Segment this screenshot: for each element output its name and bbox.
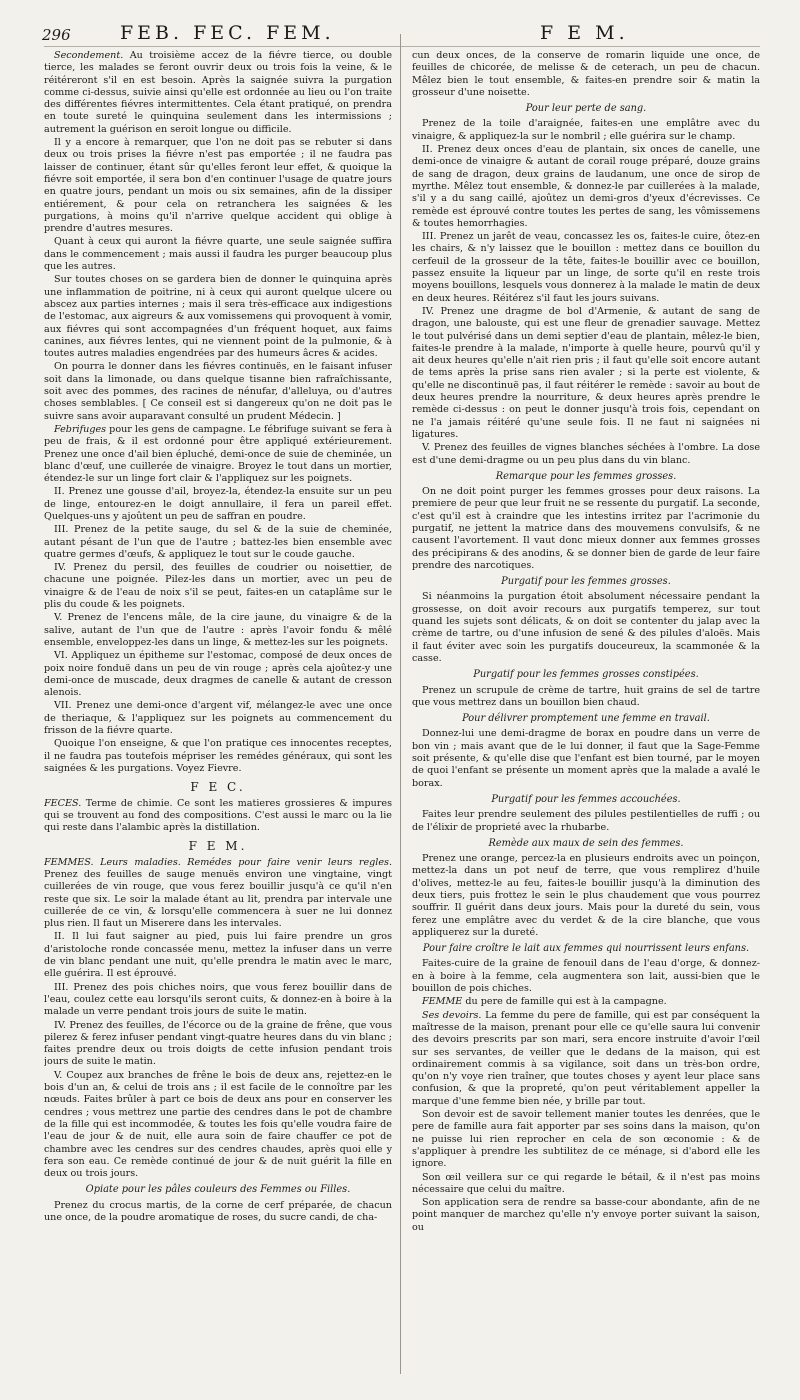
paragraph-text: V. Prenez de l'encens mâle, de la cire jaune, du vinaigre & de la salive, autant de l'un que de l'autre : après l'avoir fondu & mêlé ensemble, enveloppez-les dans un linge, & mettez-les sur les poignets. xyxy=(44,612,392,648)
paragraph xyxy=(412,685,760,710)
paragraph-text: La femme du pere de famille, qui est par conséquent la maîtresse de la maison, prenant pour elle ce qu'elle saura lui convenir des devoirs prescrits par son mari, sera encore instruite d'avoir l'œil sur ses servantes, de veiller que le dedans de la maison, qui est ordinairement commis à sa vigilance, soit dans un très-bon ordre, qu'on n'y voye rien traîner, que toutes choses y ayent leur place sans confusion, & que la propreté, qu'on peut véritablement appeller la marque d'une femme bien née, y brille par tout. xyxy=(412,1009,760,1107)
paragraph xyxy=(412,486,760,572)
paragraph-text: Donnez-lui une demi-dragme de borax en poudre dans un verre de bon vin ; mais avant que de le lui donner, il faut que la Sage-Femme soit présente, & qu'elle dise que l'enfant est bien tourné, par le moyen de quoi l'enfant se présente un moment après que la malade a avalé le borax. xyxy=(412,728,760,789)
paragraph xyxy=(44,931,392,980)
paragraph xyxy=(44,50,392,136)
paragraph xyxy=(412,118,760,143)
subheading: Pour délivrer promptement une femme en travail. xyxy=(462,713,710,725)
paragraph xyxy=(412,1197,760,1234)
paragraph-text: Son œil veillera sur ce qui regarde le bétail, & il n'est pas moins nécessaire que celui du maître. xyxy=(412,1171,760,1195)
paragraph-text: Prenez une orange, percez-la en plusieurs endroits avec un poinçon, mettez-la dans un pot neuf de terre, que vous remplirez d'huile d'olives, mettez-le au feu, faites-le bouillir jusqu'à la diminution des deux tiers, puis frottez le sein le plus chaudement que vous pourrez souffrir. Il guérit dans deux jours. Mais pour la dureté du sein, vous ferez une emplâtre avec du verdet & de la cire blanche, que vous appliquerez sur la dureté. xyxy=(412,853,760,938)
paragraph xyxy=(44,137,392,235)
paragraph-text: Son devoir est de savoir tellement manier toutes les denrées, que le pere de famille aura fait apporter par ses soins dans la maison, qu'on ne puisse lui rien reprocher en cela de son œconomie : & de s'appliquer à prendre les subtilitez de ce ménage, si d'abord elle les ignore. xyxy=(412,1109,760,1170)
running-head-right: F E M. xyxy=(540,22,629,44)
paragraph-text: Faites-cuire de la graine de fenouil dans de l'eau d'orge, & donnez-en à boire à la femme, cela augmentera son lait, aussi-bien que le bouillon de pois chiches. xyxy=(412,958,760,995)
paragraph xyxy=(412,1172,760,1197)
paragraph xyxy=(44,738,392,775)
paragraph-text: V. Coupez aux branches de frêne le bois de deux ans, rejettez-en le bois d'un an, & celui de trois ans ; il est facile de le connoître par les nœuds. Faites brûler à part ce bois de deux ans pour en conserver les cendres ; vous mettrez une partie des cendres dans le pot de chambre de la fille qui est incommodée, & toutes les fois qu'elle voudra faire de l'eau de jour & de nuit, elle aura soin de faire chauffer ce pot de chambre avec les cendres sur des cendres chaudes, après quoi elle y fera son eau. Ce remède continué de jour & de nuit guérit la fille en deux ou trois jours. xyxy=(44,1069,392,1180)
subheading: Pour faire croître le lait aux femmes qui nourrissent leurs enfans. xyxy=(422,943,750,955)
paragraph-text: Quoique l'on enseigne, & que l'on pratique ces innocentes receptes, il ne faudra pas toutefois mépriser les remédes généraux, qui sont les saignées & les purgations. Voyez Fievre. xyxy=(44,738,392,774)
paragraph-text: V. Prenez des feuilles de vignes blanches séchées à l'ombre. La dose est d'une demi-dragme ou un peu plus dans du vin blanc. xyxy=(412,442,760,466)
paragraph xyxy=(44,361,392,422)
paragraph-text: Prenez du crocus martis, de la corne de cerf préparée, de chacun une once, de la poudre aromatique de roses, du sucre candi, de cha- xyxy=(44,1199,392,1224)
section-title: F E M. xyxy=(188,839,248,854)
column-divider xyxy=(400,34,401,1374)
paragraph xyxy=(412,996,760,1008)
paragraph xyxy=(412,853,760,939)
paragraph xyxy=(44,857,392,931)
paragraph-text: III. Prenez des pois chiches noirs, que vous ferez bouillir dans de l'eau, coulez cette eau lorsqu'ils seront cuits, & donnez-en à boire à la malade un verre pendant trois jours de suite le matin. xyxy=(44,981,392,1018)
paragraph-text: II. Prenez deux onces d'eau de plantain, six onces de canelle, une demi-once de vinaigre & autant de corail rouge préparé, douze grains de sang de dragon, deux grains de laudanum, une once de sirop de myrthe. Mêlez tout ensemble, & donnez-le par cuillerées à la malade, s'il y a du sang caillé, ajoûtez un demi-gros d'yeux d'écrevisses. Ce remède est éprouvé contre toutes les pertes de sang, les vômissemens & toutes hemorrhagies. xyxy=(412,144,760,229)
paragraph xyxy=(44,982,392,1019)
paragraph xyxy=(412,728,760,789)
paragraph-text: Il y a encore à remarquer, que l'on ne doit pas se rebuter si dans deux ou trois prises la fiévre n'est pas emportée ; il ne faudra pas laisser de continuer, étant sûr qu'elles feront leur effet, & quoique la fiévre soit emportée, il sera bon d'en continuer l'usage de quatre jours en quatre jours, pendant un mois ou six semaines, afin de la dissiper entiérement, & pour cela on retranchera les saignées & les purgations, à moins qu'il n'arrive quelque accident qui oblige à prendre d'autres mesures. xyxy=(44,137,392,235)
paragraph xyxy=(44,236,392,273)
paragraph-lead: FECES. xyxy=(44,797,82,809)
subheading: Purgatif pour les femmes accouchées. xyxy=(491,793,681,805)
page-number: 296 xyxy=(42,26,71,44)
paragraph xyxy=(44,650,392,699)
subheading: Remède aux maux de sein des femmes. xyxy=(488,837,684,849)
paragraph-text: II. Il lui faut saigner au pied, puis lui faire prendre un gros d'aristoloche ronde concassée menu, mettez la infuser dans un verre de vin blanc pendant une nuit, qu'elle prendra le matin avec le marc, elle guérira. Il est éprouvé. xyxy=(44,931,392,980)
running-head-left: FEB. FEC. FEM. xyxy=(120,22,335,44)
paragraph xyxy=(44,612,392,649)
paragraph xyxy=(412,50,760,99)
paragraph-text: IV. Prenez une dragme de bol d'Armenie, & autant de sang de dragon, une balouste, qui est une fleur de grenadier sauvage. Mettez le tout pulvérisé dans un demi septier d'eau de plantain, mêlez-le bien, faites-le prendre à la malade, n'importe à quelle heure, pourvû qu'il y ait deux heures qu'elle n'ait rien pris ; il faut qu'elle soit encore autant de tems après la prise sans rien avaler ; si la perte est violente, & qu'elle ne discontinuë pas, il faut réitérer le remède : savoir au bout de deux heures prendre la nourriture, & deux heures après prendre le remède ci-dessus : on peut le donner jusqu'à trois fois, cependant on ne l'a jamais réitéré qu'une seule fois. Il ne faut ni saignées ni ligatures. xyxy=(412,305,760,440)
paragraph-lead: Ses devoirs. xyxy=(422,1009,482,1021)
right-column xyxy=(412,50,760,1390)
paragraph-text: II. Prenez une gousse d'ail, broyez-la, étendez-la ensuite sur un peu de linge, entourez-en le doigt annullaire, il fera un pareil effet. Quelques-uns y ajoûtent un peu de saffran en poudre. xyxy=(44,486,392,522)
paragraph-text: pour les gens de campagne. Le fébrifuge suivant se fera à peu de frais, & il est ordonné pour être appliqué extérieurement. Prenez une once d'ail bien épluché, demi-once de suie de cheminée, un blanc d'œuf, une cuillerée de vinaigre. Broyez le tout dans un mortier, étendez-le sur un linge fort clair & l'appliquez sur les poignets. xyxy=(44,423,392,485)
subheading: Remarque pour les femmes grosses. xyxy=(495,470,677,482)
paragraph-text: VI. Appliquez un épitheme sur l'estomac, composé de deux onces de poix noire fonduë dans un peu de vin rouge ; après cela ajoûtez-y une demi-once de muscade, deux dragmes de canelle & autant de cresson alenois. xyxy=(44,650,392,699)
paragraph-lead: FEMMES. Leurs maladies. Remédes pour faire venir leurs regles. xyxy=(44,856,392,868)
paragraph xyxy=(412,306,760,441)
paragraph xyxy=(412,144,760,230)
paragraph-text: Sur toutes choses on se gardera bien de donner le quinquina après une inflammation de poitrine, ni à ceux qui auront quelque ulcere ou abscez aux parties internes ; mais il sera très-efficace aux indigestions de l'estomac, aux aigreurs & aux vomissemens qui provoquent à vomir, aux fiévres qui sont accompagnées d'un fréquent hoquet, aux faims canines, aux fiévres lentes, qui ne viennent point de la pulmonie, & à toutes autres maladies engendrées par des humeurs âcres & acides. xyxy=(44,274,392,360)
paragraph xyxy=(44,274,392,360)
paragraph-text: du pere de famille qui est à la campagne. xyxy=(465,996,667,1008)
paragraph xyxy=(412,1010,760,1108)
paragraph xyxy=(412,442,760,467)
paragraph-text: Quant à ceux qui auront la fiévre quarte, une seule saignée suffira dans le commencement ; mais aussi il faudra les purger beaucoup plus que les autres. xyxy=(44,236,392,273)
section-title: F E C. xyxy=(190,780,246,795)
paragraph-text: Terme de chimie. Ce sont les matieres grossieres & impures qui se trouvent au fond des compositions. C'est aussi le marc ou la lie qui reste dans l'alambic après la distillation. xyxy=(44,797,392,834)
paragraph-text: Si néanmoins la purgation étoit absolument nécessaire pendant la grossesse, on doit avoir recours aux purgatifs temperez, sur tout quand les sujets sont délicats, & on doit se contenter du jalap avec la crème de tartre, ou d'une infusion de sené & des pilules d'aloës. Mais il faut éviter avec soin les purgatifs douceureux, la scammonée & la casse. xyxy=(412,591,760,664)
paragraph-text: Au troisième accez de la fiévre tierce, ou double tierce, les malades se feront ouvrir deux ou trois fois la veine, & le réitéreront s'il en est besoin. Après la saignée suivra la purgation comme ci-dessus, suivie ainsi qu'elle est ordonnée au lieu ou l'on traite des différentes fiévres intermittentes. Cela étant pratiqué, on prendra en toute sureté le quinquina seulement dans les intermissions ; autrement la guérison en seroit longue ou difficile. xyxy=(44,50,392,135)
paragraph xyxy=(44,798,392,835)
left-column xyxy=(44,50,392,1390)
paragraph xyxy=(412,591,760,665)
paragraph-text: III. Prenez de la petite sauge, du sel & de la suie de cheminée, autant pésant de l'un que de l'autre ; battez-les bien ensemble avec quatre germes d'œufs, & appliquez le tout sur le coude gauche. xyxy=(44,524,392,560)
paragraph xyxy=(44,424,392,485)
paragraph-lead: FEMME xyxy=(422,996,463,1008)
paragraph-text: IV. Prenez des feuilles, de l'écorce ou de la graine de frêne, que vous pilerez & ferez infuser pendant vingt-quatre heures dans du vin blanc ; faites prendre deux ou trois doigts de cette infusion pendant trois jours de suite le matin. xyxy=(44,1019,392,1068)
paragraph xyxy=(44,486,392,523)
subheading: Opiate pour les pâles couleurs des Femmes ou Filles. xyxy=(85,1184,351,1196)
paragraph-text: VII. Prenez une demi-once d'argent vif, mélangez-le avec une once de theriaque, & l'appliquez sur les poignets au commencement du frisson de la fiévre quarte. xyxy=(44,700,392,737)
subheading: Purgatif pour les femmes grosses constipées. xyxy=(473,669,699,681)
paragraph xyxy=(412,809,760,834)
header-rule xyxy=(44,46,760,47)
paragraph-text: IV. Prenez du persil, des feuilles de coudrier ou noisettier, de chacune une poignée. Pilez-les dans un mortier, avec un peu de vinaigre & de l'eau de noix s'il se peut, faites-en un cataplâme sur le plis du coude & les poignets. xyxy=(44,562,392,611)
paragraph xyxy=(44,1020,392,1069)
paragraph xyxy=(44,700,392,737)
subheading: Purgatif pour les femmes grosses. xyxy=(501,576,671,588)
paragraph xyxy=(44,1200,392,1225)
paragraph xyxy=(412,231,760,305)
paragraph xyxy=(44,562,392,611)
paragraph-lead: Secondement. xyxy=(54,50,124,61)
paragraph xyxy=(44,524,392,561)
paragraph-lead: Febrifuges xyxy=(54,423,107,435)
paragraph xyxy=(44,1070,392,1181)
paragraph-text: On ne doit point purger les femmes grosses pour deux raisons. La premiere de peur que leur fruit ne se ressente du purgatif. La seconde, c'est qu'il est à craindre que les intestins irritez par l'acrimonie du purgatif, ne jettent la matrice dans des mouvemens convulsifs, & ne causent l'avortement. Il vaut donc mieux donner aux femmes grosses des précipirans & des anodins, & se donner bien de garde de leur faire prendre des narcotiques. xyxy=(412,486,760,571)
paragraph-text: Prenez des feuilles de sauge menuës environ une vingtaine, vingt cuillerées de vin rouge, que vous ferez bouillir jusqu'à ce qu'il n'en reste que six. Le soir la malade étant au lit, prendra par intervale une cuillerée de ce vin, & lorsqu'elle commencera à suer ne lui donnez plus rien. Il faut un Miserere dans les intervales. xyxy=(44,869,392,930)
paragraph-text: On pourra le donner dans les fiévres continuës, en le faisant infuser soit dans la limonade, ou dans quelque tisanne bien rafraîchissante, soit avec des pommes, des racines de nénufar, d'alleluya, ou d'autres choses semblables. [ Ce conseil est si dangereux qu'on ne doit pas le suivre sans avoir auparavant consulté un prudent Médecin. ] xyxy=(44,361,392,422)
paragraph-text: Son application sera de rendre sa basse-cour abondante, afin de ne point manquer de marchez qu'elle n'y envoye porter suivant la saison, ou xyxy=(412,1197,760,1233)
subheading: Pour leur perte de sang. xyxy=(525,103,647,115)
paragraph-text: III. Prenez un jarêt de veau, concassez les os, faites-le cuire, ôtez-en les chairs, & n'y laissez que le bouillon : mettez dans ce bouillon du cerfeuil de la grosseur de la tête, faites-le bouillir avec ce bouillon, passez ensuite la liqueur par un linge, de sorte qu'il en reste trois moyens bouillons, lesquels vous donnerez à la malade le matin de deux en deux heures. Réitérez s'il faut les jours suivans. xyxy=(412,231,760,304)
paragraph xyxy=(412,1109,760,1170)
paragraph-text: Prenez un scrupule de crème de tartre, huit grains de sel de tartre que vous mettrez dans un bouillon bien chaud. xyxy=(412,684,760,708)
paragraph-text: cun deux onces, de la conserve de romarin liquide une once, de feuilles de chicorée, de melisse & de ceterach, un peu de chacun. Mêlez bien le tout ensemble, & faites-en prendre soir & matin la grosseur d'une noisette. xyxy=(412,50,760,98)
paragraph xyxy=(412,958,760,995)
paragraph-text: Prenez de la toile d'araignée, faites-en une emplâtre avec du vinaigre, & appliquez-la sur le nombril ; elle guérira sur le champ. xyxy=(412,118,760,142)
paragraph-text: Faites leur prendre seulement des pilules pestilentielles de ruffi ; ou de l'élixir de proprieté avec la rhubarbe. xyxy=(412,809,760,833)
